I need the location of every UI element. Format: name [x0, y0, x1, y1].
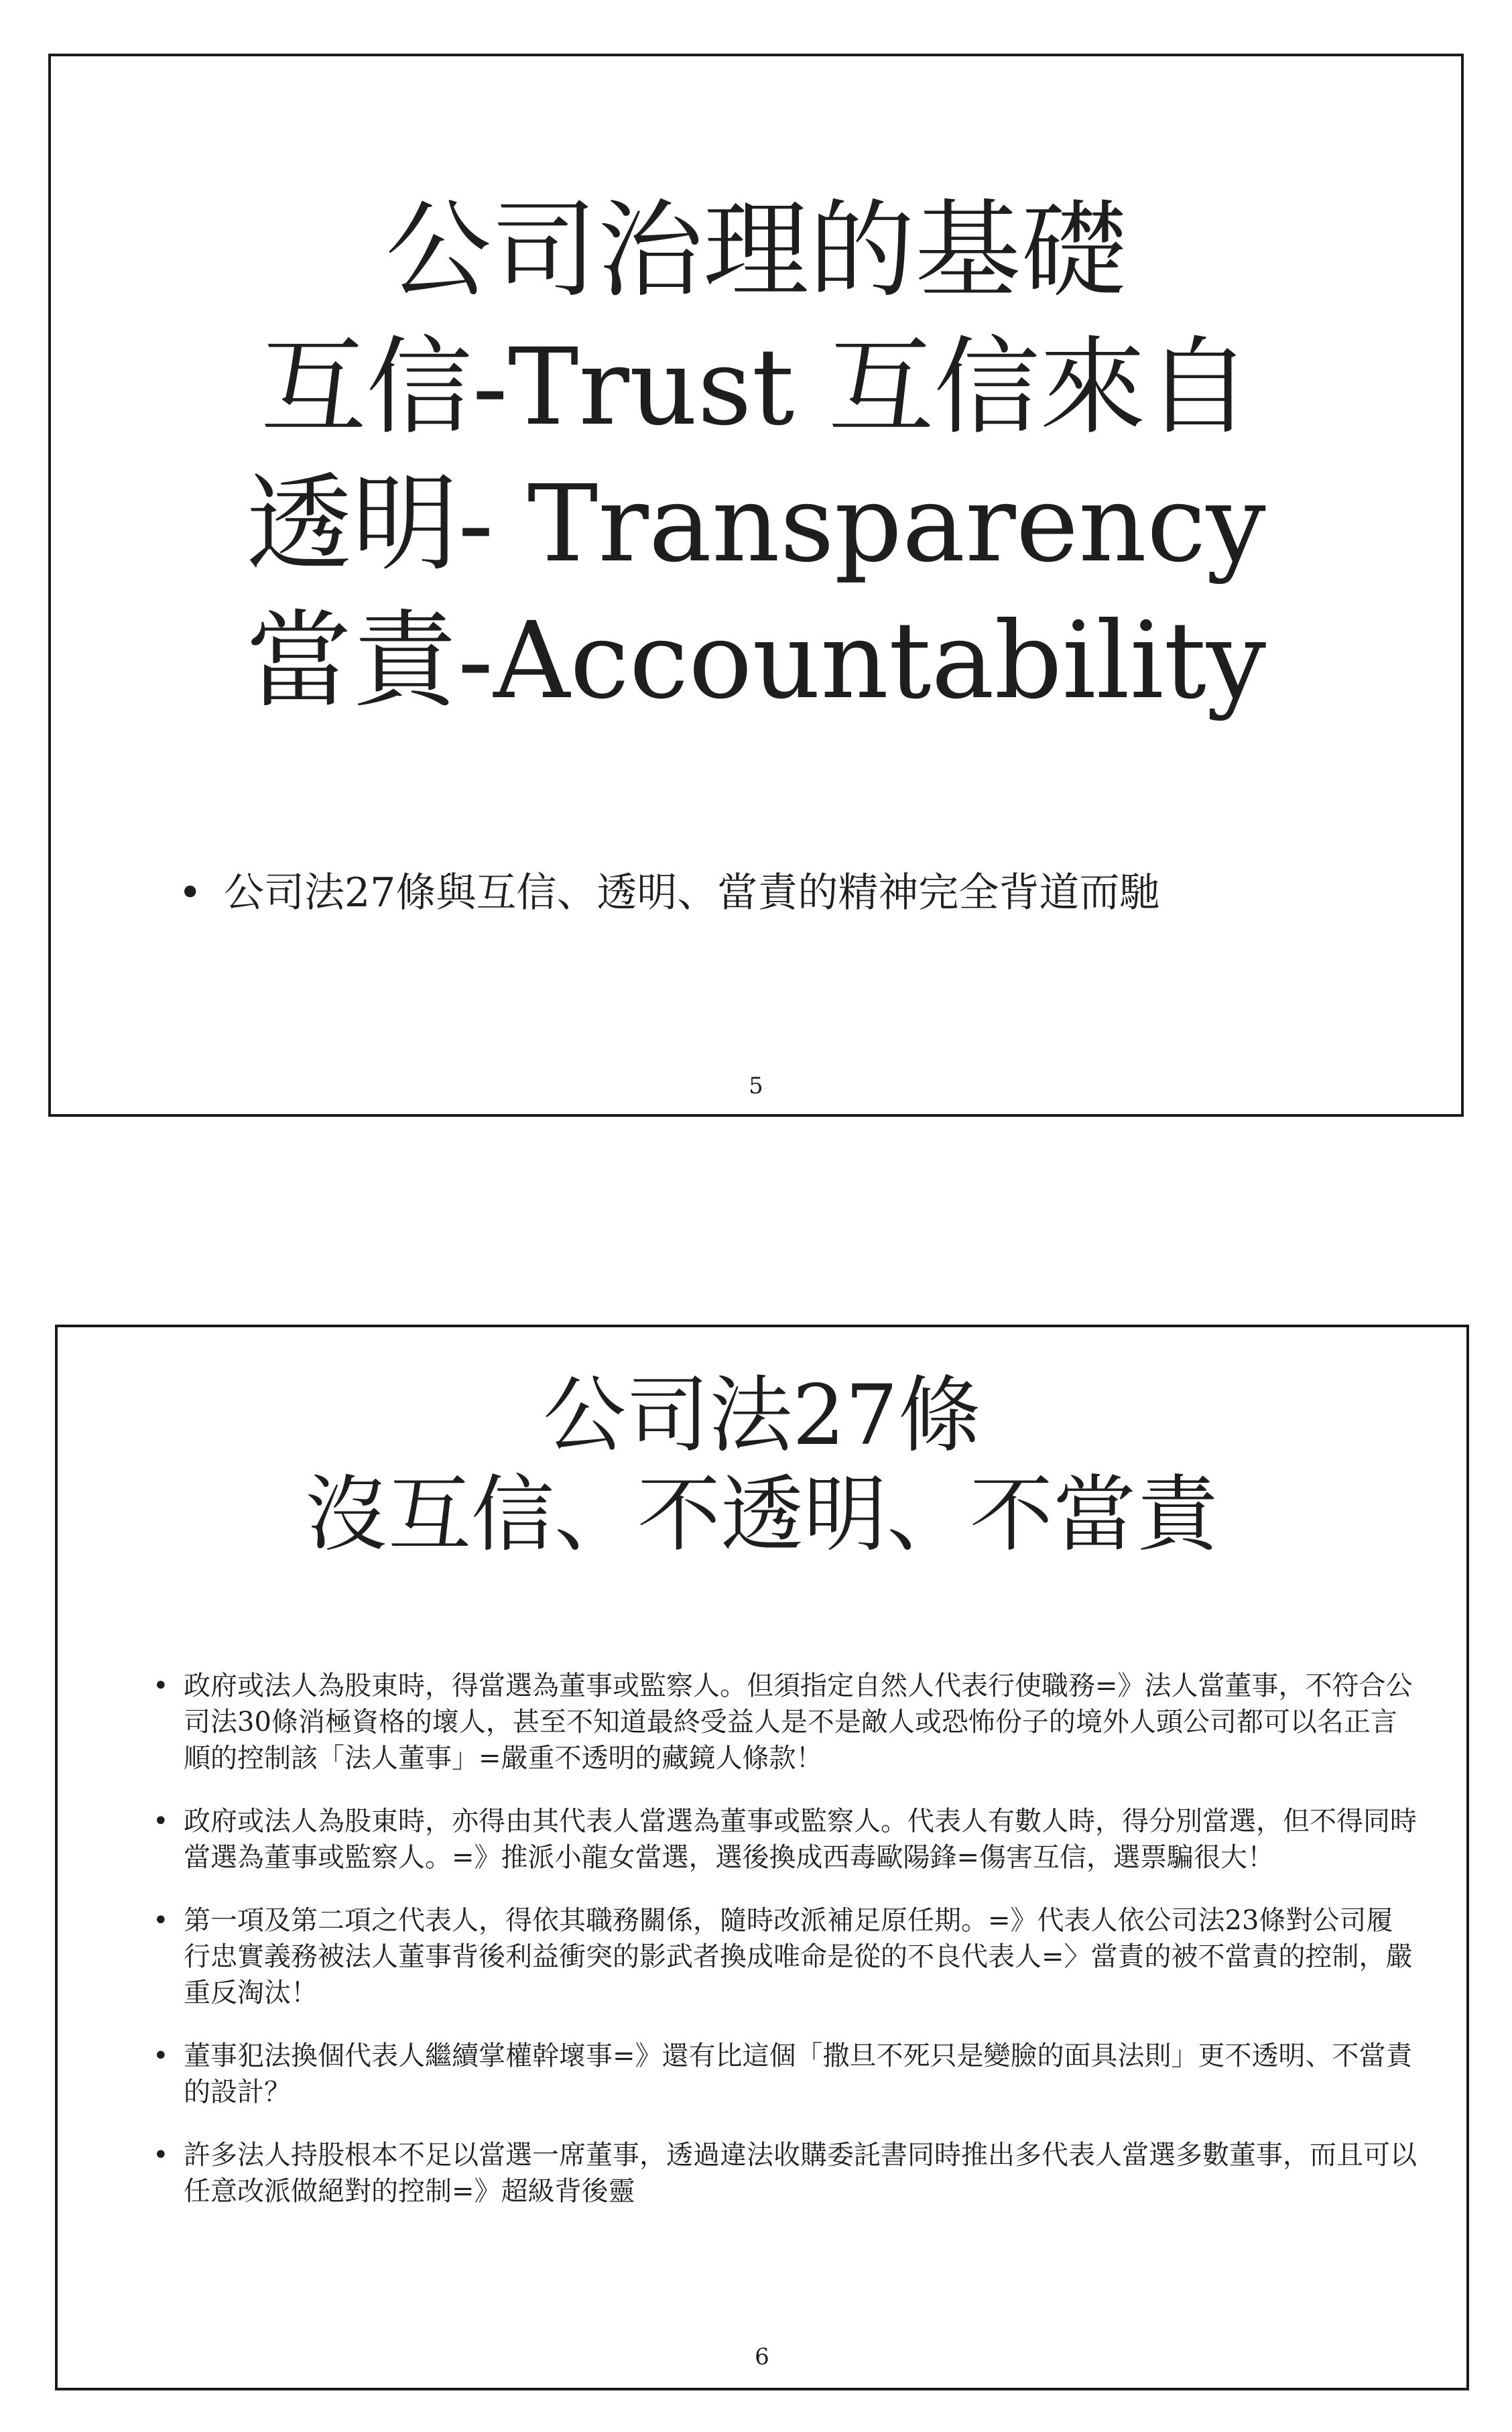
slide-title [51, 182, 1461, 729]
slide-5 [48, 54, 1464, 1117]
slide-6 [55, 1325, 1469, 2390]
title-line: 互信-Trust 互信來自 [260, 326, 1252, 449]
page-number: 5 [749, 1073, 763, 1099]
bullet-list [178, 865, 1385, 921]
slide-title [58, 1366, 1466, 1565]
title-line: 公司法27條 [543, 1367, 981, 1464]
bullet-item: • 政府或法人為股東時，亦得由其代表人當選為董事或監察人。代表人有數人時，得分別當選，但不得同時當選為董事或監察人。=》推派小龍女當選，選後換成西毒歐陽鋒=傷害互信，選票騙很大！ [153, 1803, 1420, 1876]
bullet-list [153, 1668, 1420, 2236]
bullet-item: • 第一項及第二項之代表人，得依其職務關係，隨時改派補足原任期。=》代表人依公司法23條對公司履行忠實義務被法人董事背後利益衝突的影武者換成唯命是從的不良代表人=〉當責的被不當責的控制，嚴重反淘汰！ [153, 1902, 1420, 2011]
title-line: 沒互信、不透明、不當責 [304, 1467, 1219, 1563]
bullet-item: • 董事犯法換個代表人繼續掌權幹壞事=》還有比這個「撒旦不死只是變臉的面具法則」更不透明、不當責的設計？ [153, 2038, 1420, 2110]
title-line: 透明- Transparency [246, 463, 1266, 586]
title-line: 公司治理的基礎 [385, 189, 1127, 312]
page-number: 6 [755, 2344, 769, 2370]
title-line: 當責-Accountability [245, 599, 1267, 723]
bullet-item: • 政府或法人為股東時，得當選為董事或監察人。但須指定自然人代表行使職務=》法人當董事，不符合公司法30條消極資格的壞人，甚至不知道最終受益人是不是敵人或恐怖份子的境外人頭公司都可以名正言順的控制該「法人董事」=嚴重不透明的藏鏡人條款！ [153, 1668, 1420, 1776]
bullet-item: • 許多法人持股根本不足以當選一席董事，透過違法收購委託書同時推出多代表人當選多數董事，而且可以任意改派做絕對的控制=》超級背後靈 [153, 2137, 1420, 2209]
bullet-item: • 公司法27條與互信、透明、當責的精神完全背道而馳 [178, 865, 1385, 921]
